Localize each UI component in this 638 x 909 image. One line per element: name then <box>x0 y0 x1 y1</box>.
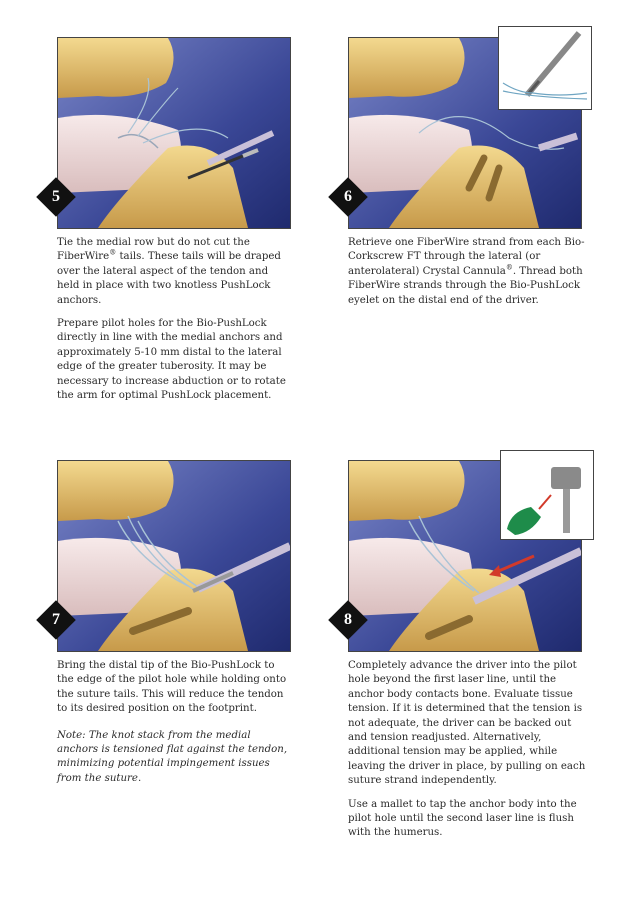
step-7-instructions <box>57 659 293 795</box>
step-6-number: 6 <box>344 188 352 205</box>
step-7-note-text: Note: The knot stack from the medial anchors is tensioned flat against the tendon, minimizing potential impingement issues from the suture. <box>57 729 288 784</box>
step-5-paragraph: Prepare pilot holes for the Bio-PushLock directly in line with the medial anchors and approximately 5-10 mm distal to the lateral edge of the greater tuberosity. It may be necessary to increase abduction or to rotate the arm for optimal PushLock placement. <box>57 318 286 402</box>
step-8-instructions <box>348 659 588 850</box>
step-5-paragraph: Tie the medial row but do not cut the FiberWire® tails. These tails will be draped over the lateral aspect of the tendon and held in place with two knotless PushLock anchors. <box>57 237 281 306</box>
step-6-paragraph: Retrieve one FiberWire strand from each Bio-Corkscrew FT through the lateral (or anterolateral) Crystal Cannula®. Thread both FiberWire strands through the Bio-PushLock eyelet on the distal end of the driver. <box>348 237 585 306</box>
step-7-illustration <box>57 460 291 652</box>
step-5-number: 5 <box>52 188 60 205</box>
step-8-number: 8 <box>344 611 352 628</box>
step-8-inset-illustration <box>500 450 594 540</box>
step-8-paragraph: Use a mallet to tap the anchor body into the pilot hole until the second laser line is flush with the humerus. <box>348 798 577 839</box>
step-7-note <box>57 729 293 787</box>
step-5-illustration <box>57 37 291 229</box>
step-7-number: 7 <box>52 611 60 628</box>
step-8-paragraph: Completely advance the driver into the pilot hole beyond the first laser line, until the anchor body contacts bone. Evaluate tissue tension. If it is determined that the tension is not adequate, the driver can be backed out and tension readjusted. Alternatively, additional tension may be applied, while leaving the driver in place, by pulling on each suture strand independently. <box>348 660 586 787</box>
step-5-instructions <box>57 236 293 412</box>
step-6-instructions <box>348 236 588 317</box>
step-7-paragraph: Bring the distal tip of the Bio-PushLock to the edge of the pilot hole while holding onto the suture tails. This will reduce the tendon to its desired position on the footprint. <box>57 660 287 715</box>
step-6-inset-illustration <box>498 26 592 110</box>
